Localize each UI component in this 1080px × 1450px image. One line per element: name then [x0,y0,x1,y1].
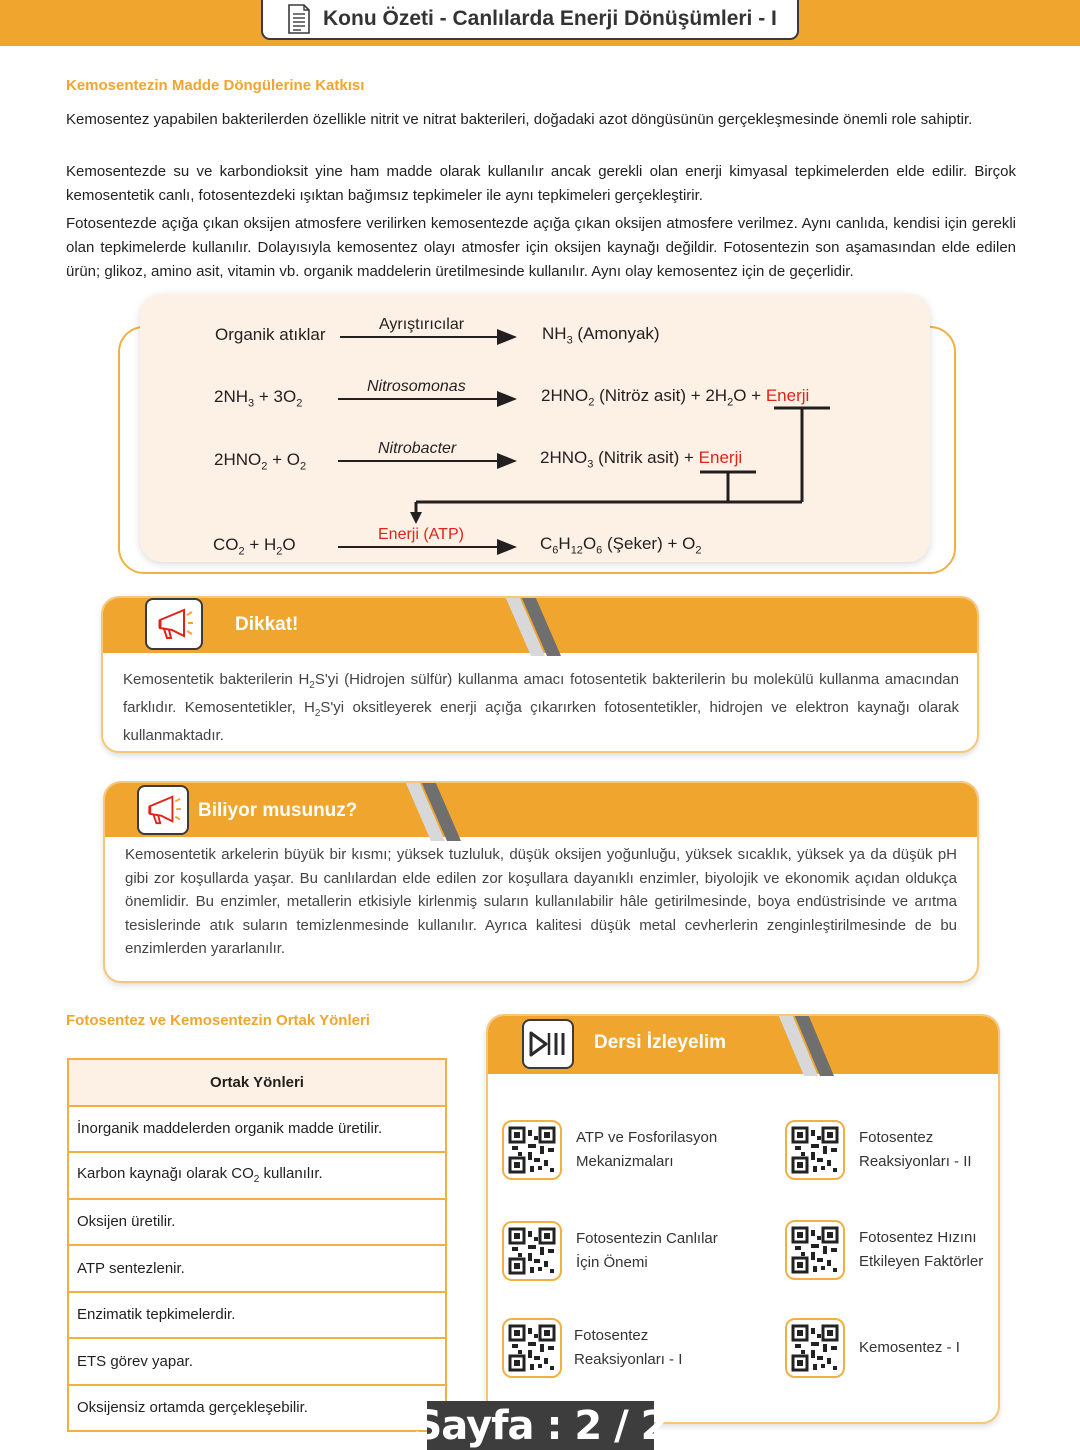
section-heading-ortak: Fotosentez ve Kemosentezin Ortak Yönleri [66,1012,370,1029]
reaction-3-reactant: $2HNO_2 + O_2$ [214,450,307,473]
decorative-stripes [401,781,471,843]
video-label[interactable]: Fotosentez Hızını Etkileyen Faktörler [859,1229,984,1270]
reaction-2-reactant: $2NH_3 + 3O_2$ [214,387,303,410]
table-cell: Karbon kaynağı olarak $CO_2$ kullanılır. [68,1152,446,1199]
video-link-atp[interactable] [502,1120,736,1180]
reaction-2-label: Nitrosomonas [367,378,466,395]
qr-code-icon[interactable] [785,1120,845,1180]
table-row [68,1338,446,1385]
qr-code-icon[interactable] [785,1318,845,1378]
reaction-2-product: $2HNO_2$ (Nitröz asit) + $2H_2O$ + Enerji [541,386,810,409]
reaction-1-product: $NH_3$ (Amonyak) [542,324,660,347]
table-cell: Oksijensiz ortamda gerçekleşebilir. [68,1385,446,1432]
table-cell: ETS görev yapar. [68,1338,446,1385]
diagram-arrows [0,0,1080,600]
qr-code-icon[interactable] [502,1318,562,1378]
paragraph-2: Kemosentezde su ve karbondioksit yine ham madde olarak kullanılır ancak gerekli olan enerji kimyasal tepkimelerden elde edilir. Birçok kemosentetik canlı, fotosentezdeki ışıktan bağımsız tepkimeler ile aynı tepkimeleri gerçekleştirir. [66,163,1016,204]
reaction-1-label: Ayrıştırıcılar [379,316,465,333]
video-link-fotosentez-onemi[interactable] [502,1221,736,1281]
table-cell: ATP sentezlenir. [68,1245,446,1292]
ortak-yonleri-table [67,1058,447,1432]
dikkat-title: Dikkat! [235,614,299,635]
paragraph-1: Kemosentez yapabilen bakterilerden özellikle nitrit ve nitrat bakterileri, doğadaki azot döngüsünün gerçekleşmesinde önemli role sahiptir. [66,111,973,128]
table-header: Ortak Yönleri [68,1059,446,1106]
biliyor-title: Biliyor musunuz? [198,800,358,821]
section-heading-kemosentez: Kemosentezin Madde Döngülerine Katkısı [66,77,365,94]
video-link-fotosentez-hizi[interactable] [785,1220,999,1280]
table-row [68,1245,446,1292]
video-panel-title: Dersi İzleyelim [594,1032,727,1053]
table-cell: Enzimatik tepkimelerdir. [68,1292,446,1339]
table-row [68,1106,446,1153]
qr-code-icon[interactable] [502,1221,562,1281]
reaction-4-label: Enerji (ATP) [378,526,464,543]
video-label[interactable]: ATP ve Fosforilasyon Mekanizmaları [576,1129,718,1170]
table-cell: Oksijen üretilir. [68,1199,446,1246]
reaction-3-label: Nitrobacter [378,440,457,457]
reaction-4-reactant: $CO_2 + H_2O$ [213,535,296,558]
table-row [68,1199,446,1246]
table-header-row [68,1059,446,1106]
reaction-1-reactant: Organik atıklar [215,325,326,344]
connector-arrowhead [410,512,422,524]
decorative-stripes [774,1014,844,1078]
video-link-kemosentez-1[interactable] [785,1318,999,1378]
biliyor-text: Kemosentetik arkelerin büyük bir kısmı; yüksek tuzluluk, düşük oksijen yoğunluğu, yüksek sıcaklık, yüksek ya da düşük pH gibi zor koşullarda yaşar. Bu canlılardan elde edilen zor koşullara dayanıklı enzimler, biyolojik ve ekonomik açıdan oldukça önemlidir. Bu enzimler, metallerin etkisiyle kirlenmiş suların kullanılabilir hâle getirilmesinde, boya endüstrisinde ve arıtma tesislerinde atık suların temizlenmesinde kullanılır. Ayrıca kalitesi düşük metal cevherlerin zenginleştirilmesinde de bu enzimlerden yararlanılır. [125,846,957,958]
table-row [68,1152,446,1199]
video-label[interactable]: Fotosentez Reaksiyonları - I [574,1327,683,1368]
dersi-izleyelim-panel [486,1014,1000,1424]
paragraph-3: Fotosentezde açığa çıkan oksijen atmosfere verilirken kemosentezde açığa çıkan oksijen atmosfere verilmez. Aynı canlıda, kendisi için gerekli olan tepkimelerde kullanılır. Dolayısıyla kemosentez olayı atmosfer için oksijen kaynağı değildir. Fotosentezin son aşamasından elde edilen ürün; glikoz, amino asit, vitamin vb. organik maddelerin üretilmesinde kullanılır. Aynı olay kemosentez için de geçerlidir. [66,215,1016,280]
dikkat-text: Kemosentetik bakterilerin $H_2S'yi$ (Hidrojen sülfür) kullanma amacı fotosentetik bakterilerin bu molekülü kullanma amacından farklıdır. Kemosentetikler, $H_2S'yi$ oksitleyerek enerji açığa çıkarırken fotosentetikler, hidrojen ve elektron kaynağı olarak kullanmaktadır. [123,671,959,744]
megaphone-icon [145,598,203,650]
qr-code-icon[interactable] [785,1220,845,1280]
table-row [68,1292,446,1339]
reaction-3-product: $2HNO_3$ (Nitrik asit) + Enerji [540,448,743,471]
video-label[interactable]: Fotosentezin Canlılar İçin Önemi [576,1230,718,1271]
video-label[interactable]: Kemosentez - I [859,1339,960,1356]
table-cell: İnorganik maddelerden organik madde üretilir. [68,1106,446,1153]
video-link-fotosentez-1[interactable] [502,1318,734,1378]
megaphone-icon [137,785,189,835]
page-indicator: Sayfa : 2 / 2 [413,1402,668,1449]
biliyor-card [103,781,979,983]
reaction-4-product: $C_6H_{12}O_6$ (Şeker) + $O_2$ [540,534,702,557]
video-link-fotosentez-2[interactable] [785,1120,999,1180]
page-title: Konu Özeti - Canlılarda Enerji Dönüşümleri - I [323,7,777,30]
dikkat-card [101,596,979,753]
qr-code-icon[interactable] [502,1120,562,1180]
video-label[interactable]: Fotosentez Reaksiyonları - II [859,1129,972,1170]
decorative-stripes [501,596,571,658]
table-row [68,1385,446,1432]
play-pause-icon[interactable] [522,1019,574,1069]
